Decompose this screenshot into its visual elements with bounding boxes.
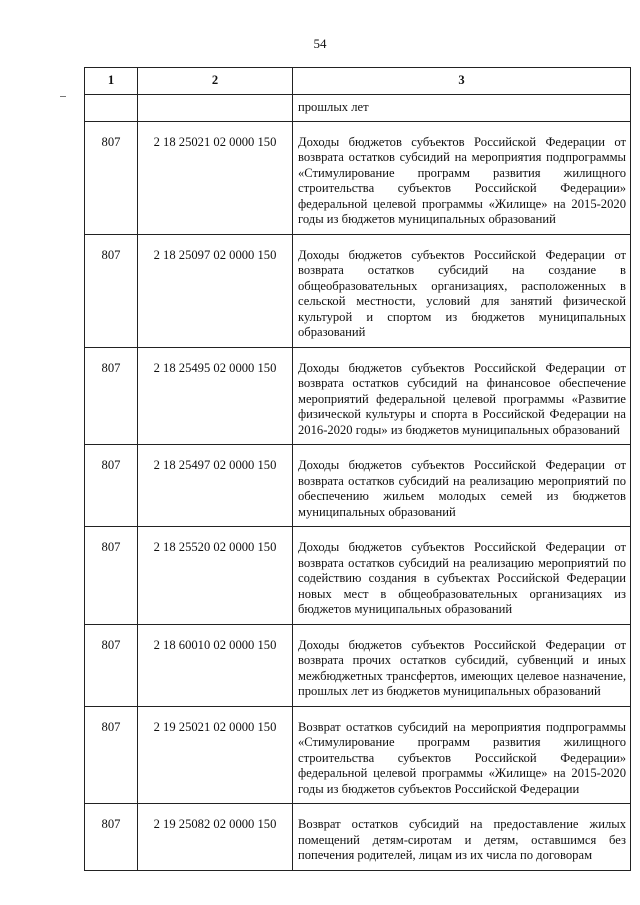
table-row	[85, 804, 631, 871]
table-row	[85, 706, 631, 804]
budget-code-cell: 2 19 25021 02 0000 150	[138, 706, 293, 804]
description-cell: прошлых лет	[293, 95, 631, 122]
admin-code-cell: 807	[85, 445, 138, 527]
table-row	[85, 121, 631, 234]
header-col-1: 1	[85, 68, 138, 95]
table-row	[85, 234, 631, 347]
admin-code-cell: 807	[85, 121, 138, 234]
table-row	[85, 445, 631, 527]
description-cell: Доходы бюджетов субъектов Российской Федерации от возврата прочих остатков субсидий, субвенций и иных межбюджетных трансфертов, имеющих целевое назначение, прошлых лет из бюджетов муниципальных образований	[293, 624, 631, 706]
budget-code-cell: 2 18 25021 02 0000 150	[138, 121, 293, 234]
table-header-row	[85, 68, 631, 95]
header-col-2: 2	[138, 68, 293, 95]
budget-code-cell: 2 18 25520 02 0000 150	[138, 527, 293, 625]
description-cell: Возврат остатков субсидий на мероприятия подпрограммы «Стимулирование программ развития жилищного строительства субъектов Российской Федерации» федеральной целевой программы «Жилище» на 2015-2020 годы из бюджетов субъектов Российской Федерации	[293, 706, 631, 804]
table-row	[85, 527, 631, 625]
header-col-3: 3	[293, 68, 631, 95]
admin-code-cell: 807	[85, 624, 138, 706]
description-cell: Доходы бюджетов субъектов Российской Федерации от возврата остатков субсидий на создание в общеобразовательных организациях, расположенных в сельской местности, условий для занятий физической культурой и спортом из бюджетов муниципальных образований	[293, 234, 631, 347]
description-cell: Доходы бюджетов субъектов Российской Федерации от возврата остатков субсидий на финансовое обеспечение мероприятий федеральной целевой программы «Развитие физической культуры и спорта в Российской Федерации на 2016-2020 годы» из бюджетов муниципальных образований	[293, 347, 631, 445]
budget-code-cell: 2 18 60010 02 0000 150	[138, 624, 293, 706]
revenue-codes-table	[84, 67, 631, 871]
budget-code-cell: 2 18 25497 02 0000 150	[138, 445, 293, 527]
continuation-row	[85, 95, 631, 122]
description-cell: Возврат остатков субсидий на предоставление жилых помещений детям-сиротам и детям, оставшимся без попечения родителей, лицам из их числа по договорам	[293, 804, 631, 871]
admin-code-cell: 807	[85, 804, 138, 871]
admin-code-cell: 807	[85, 234, 138, 347]
budget-code-cell: 2 19 25082 02 0000 150	[138, 804, 293, 871]
margin-mark	[60, 96, 66, 97]
description-cell: Доходы бюджетов субъектов Российской Федерации от возврата остатков субсидий на реализацию мероприятий по обеспечению жильем молодых семей из бюджетов муниципальных образований	[293, 445, 631, 527]
budget-code-cell: 2 18 25495 02 0000 150	[138, 347, 293, 445]
table-row	[85, 624, 631, 706]
page-number: 54	[313, 36, 327, 51]
admin-code-cell: 807	[85, 706, 138, 804]
description-cell: Доходы бюджетов субъектов Российской Федерации от возврата остатков субсидий на мероприятия подпрограммы «Стимулирование программ развития жилищного строительства субъектов Российской Федерации» федеральной целевой программы «Жилище» на 2015-2020 годы из бюджетов муниципальных образований	[293, 121, 631, 234]
budget-code-cell: 2 18 25097 02 0000 150	[138, 234, 293, 347]
admin-code-cell: 807	[85, 527, 138, 625]
description-cell: Доходы бюджетов субъектов Российской Федерации от возврата остатков субсидий на реализацию мероприятий по содействию создания в субъектах Российской Федерации новых мест в общеобразовательных организациях из бюджетов муниципальных образований	[293, 527, 631, 625]
table-row	[85, 347, 631, 445]
budget-code-cell	[138, 95, 293, 122]
admin-code-cell	[85, 95, 138, 122]
admin-code-cell: 807	[85, 347, 138, 445]
